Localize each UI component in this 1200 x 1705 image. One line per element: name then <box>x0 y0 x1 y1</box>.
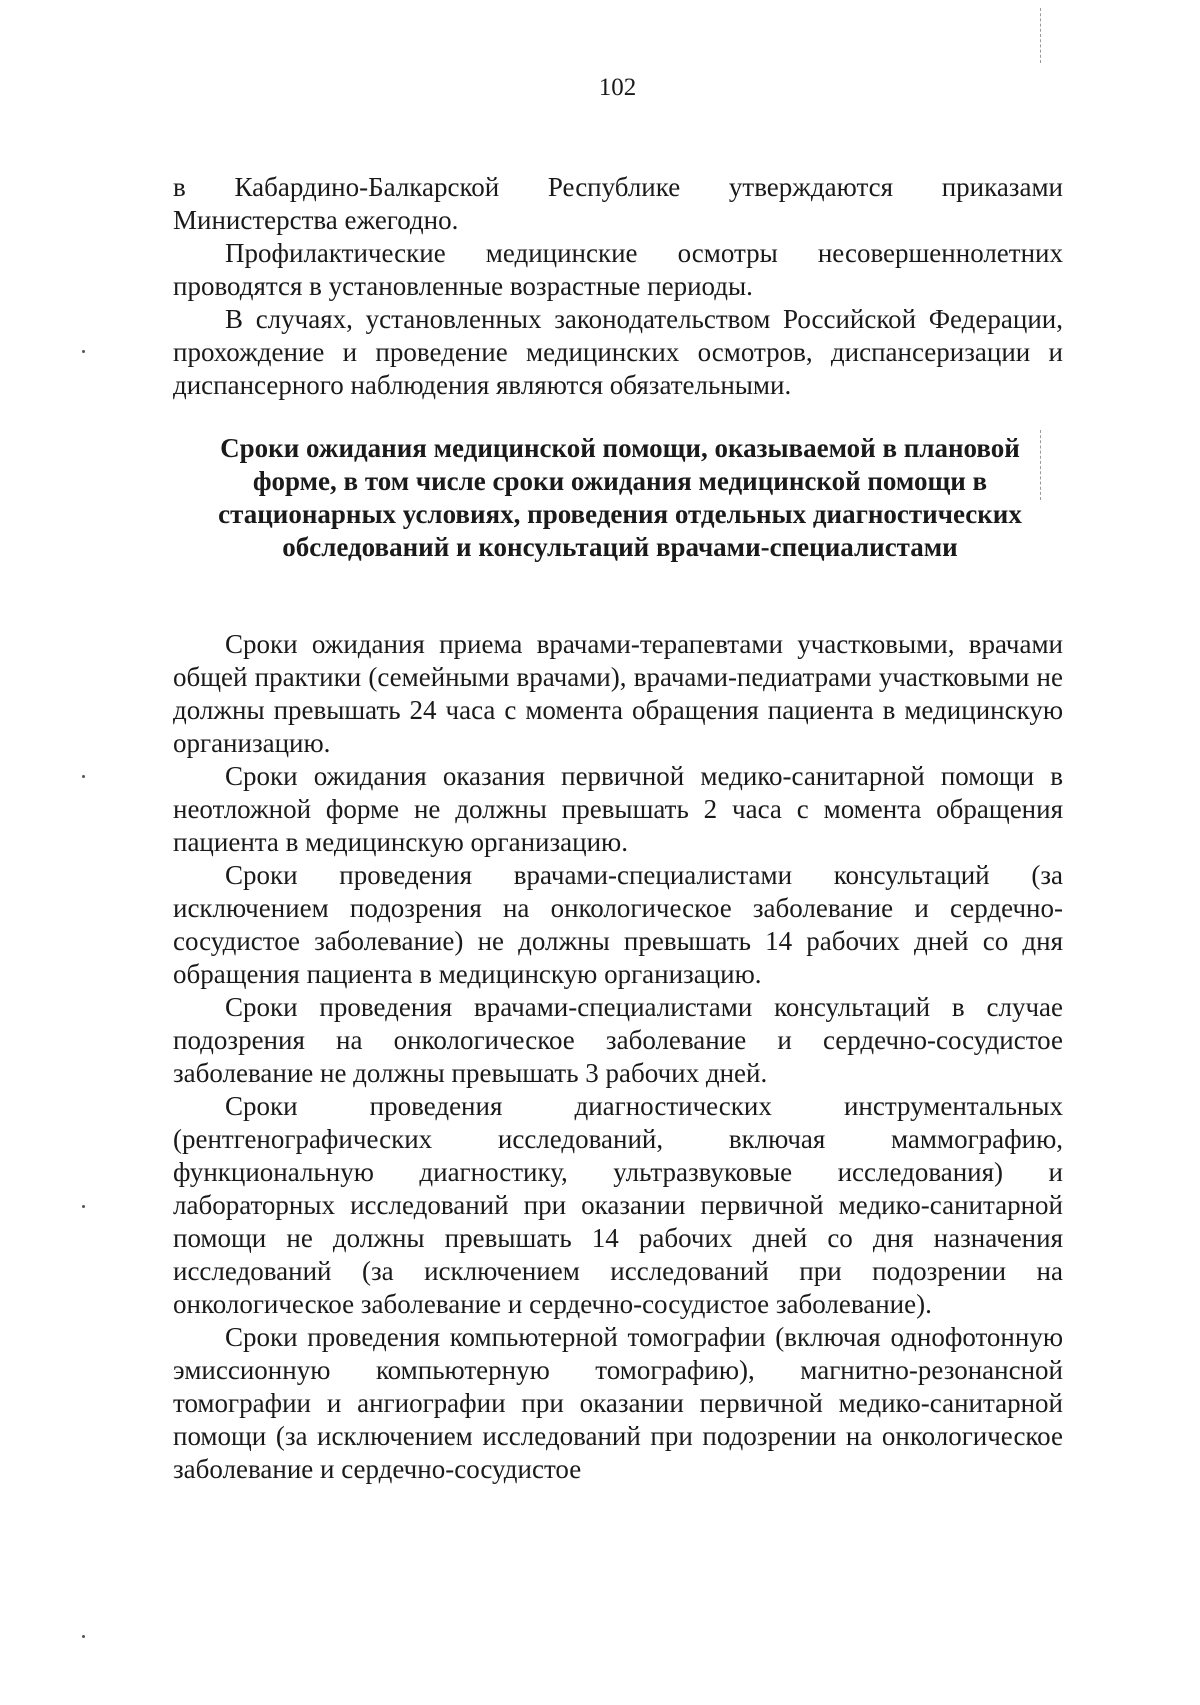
scan-artifact-dot <box>82 1635 85 1638</box>
text-block-top <box>173 171 1063 402</box>
scan-artifact-line <box>1040 430 1041 500</box>
paragraph: Сроки проведения врачами-специалистами консультаций в случае подозрения на онкологическое заболевание и сердечно-сосудистое заболевание не должны превышать 3 рабочих дней. <box>173 992 1063 1088</box>
paragraph: Сроки ожидания приема врачами-терапевтами участковыми, врачами общей практики (семейными врачами), врачами-педиатрами участковыми не должны превышать 24 часа с момента обращения пациента в медицинскую организацию. <box>173 629 1063 758</box>
scan-artifact-line <box>1040 8 1041 63</box>
scan-artifact-dot <box>82 1205 85 1208</box>
paragraph: В случаях, установленных законодательством Российской Федерации, прохождение и проведение медицинских осмотров, диспансеризации и диспансерного наблюдения являются обязательными. <box>173 304 1063 400</box>
paragraph: Сроки проведения компьютерной томографии (включая однофотонную эмиссионную компьютерную томографию), магнитно-резонансной томографии и ангиографии при оказании первичной медико-санитарной помощи (за исключением исследований при подозрении на онкологическое заболевание и сердечно-сосудистое <box>173 1322 1063 1484</box>
paragraph: Сроки ожидания оказания первичной медико-санитарной помощи в неотложной форме не должны превышать 2 часа с момента обращения пациента в медицинскую организацию. <box>173 761 1063 857</box>
paragraph: Сроки проведения диагностических инструментальных (рентгенографических исследований, включая маммографию, функциональную диагностику, ультразвуковые исследования) и лабораторных исследований при оказании первичной медико-санитарной помощи не должны превышать 14 рабочих дней со дня назначения исследований (за исключением исследований при подозрении на онкологическое заболевание и сердечно-сосудистое заболевание). <box>173 1091 1063 1319</box>
paragraph: Профилактические медицинские осмотры несовершеннолетних проводятся в установленные возрастные периоды. <box>173 238 1063 301</box>
scan-artifact-dot <box>82 350 85 353</box>
paragraph: Сроки проведения врачами-специалистами консультаций (за исключением подозрения на онкологическое заболевание и сердечно-сосудистое заболевание) не должны превышать 14 рабочих дней со дня обращения пациента в медицинскую организацию. <box>173 860 1063 989</box>
text-block-bottom <box>173 628 1063 1486</box>
paragraph: в Кабардино-Балкарской Республике утверждаются приказами Министерства ежегодно. <box>173 172 1063 235</box>
section-heading: Сроки ожидания медицинской помощи, оказываемой в плановой форме, в том числе сроки ожидания медицинской помощи в стационарных условиях, проведения отдельных диагностических обследований и консультаций врачами-специалистами <box>218 433 1022 562</box>
scan-artifact-dot <box>82 775 85 778</box>
page-number: 102 <box>598 74 637 101</box>
